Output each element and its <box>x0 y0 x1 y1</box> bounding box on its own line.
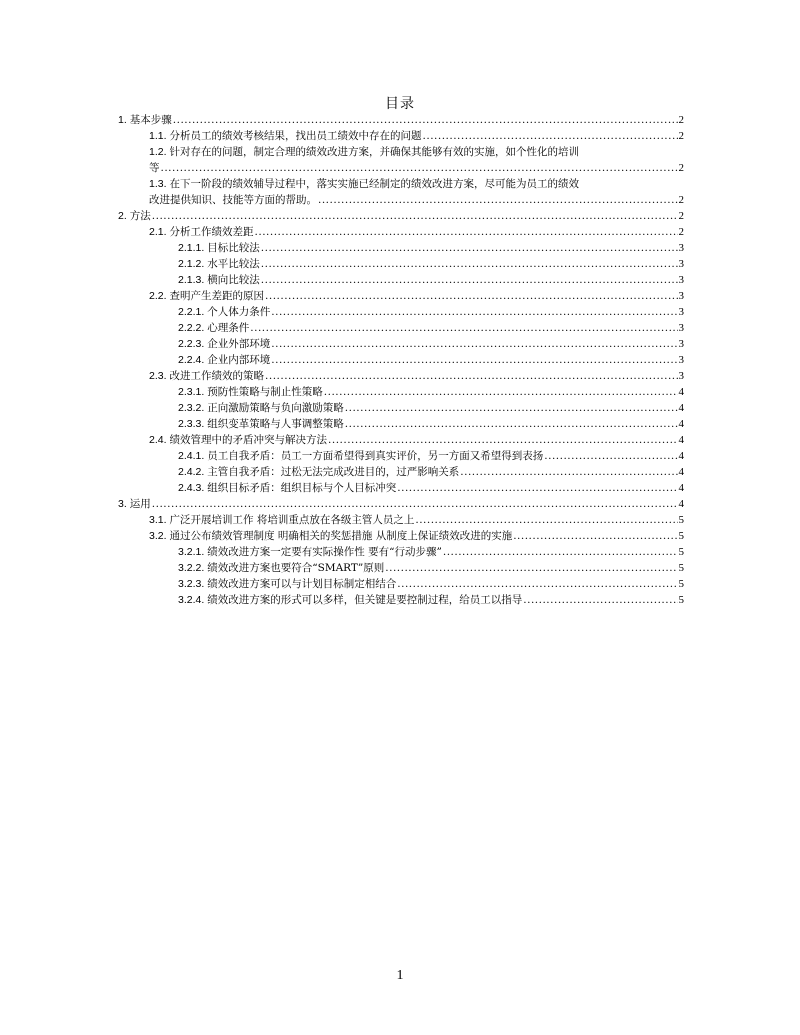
toc-entry-page: 3 <box>678 338 684 350</box>
leader-dots <box>460 464 677 480</box>
toc-entry-number: 3.2.1. <box>178 546 205 558</box>
leader-dots <box>318 192 678 208</box>
toc-entry-page: 2 <box>678 130 684 142</box>
toc-entry-page: 3 <box>678 290 684 302</box>
leader-dots <box>423 128 678 144</box>
toc-entry[interactable] <box>118 496 684 512</box>
toc-entry-text: 通过公布绩效管理制度 明确相关的奖惩措施 从制度上保证绩效改进的实施 <box>169 530 513 542</box>
toc-entry-text: 绩效改进方案可以与计划目标制定相结合 <box>207 578 397 590</box>
toc-entry-number: 3. <box>118 498 127 510</box>
toc-entry-text: 针对存在的问题，制定合理的绩效改进方案，并确保其能够有效的实施，如个性化的培训 <box>169 146 580 158</box>
leader-dots <box>250 320 677 336</box>
leader-dots <box>443 544 678 560</box>
toc-entry-page: 5 <box>678 530 684 542</box>
toc-entry-page: 3 <box>678 354 684 366</box>
toc-entry-text-continued: 改进提供知识、技能等方面的帮助。 <box>149 194 317 206</box>
toc-entry-number: 3.2.3. <box>178 578 205 590</box>
leader-dots <box>328 432 677 448</box>
toc-entry-page: 4 <box>678 418 684 430</box>
leader-dots <box>271 304 677 320</box>
toc-entry-number: 2. <box>118 210 127 222</box>
leader-dots <box>544 448 677 464</box>
toc-entry-text: 主管自我矛盾：过松无法完成改进目的，过严影响关系 <box>207 466 460 478</box>
toc-entry-text: 绩效改进方案也要符合“SMART”原则 <box>207 562 385 574</box>
toc-entry-number: 1. <box>118 114 127 126</box>
leader-dots <box>324 384 678 400</box>
page-number: 1 <box>396 968 404 983</box>
toc-entry-page: 3 <box>678 306 684 318</box>
toc-entry[interactable] <box>118 512 684 528</box>
toc-entry-text: 水平比较法 <box>207 258 260 270</box>
toc-entry-text: 组织变革策略与人事调整策略 <box>207 418 344 430</box>
toc-entry[interactable] <box>118 432 684 448</box>
toc-entry-number: 2.2.1. <box>178 306 205 318</box>
leader-dots <box>255 224 678 240</box>
toc-entry-number: 2.3.1. <box>178 386 205 398</box>
toc-entry-text: 绩效改进方案一定要有实际操作性 要有“行动步骤” <box>207 546 442 558</box>
leader-dots <box>265 368 677 384</box>
toc-entry-number: 3.2.2. <box>178 562 205 574</box>
toc-entry[interactable] <box>118 224 684 240</box>
toc-entry[interactable] <box>118 352 684 368</box>
toc-entry[interactable] <box>118 240 684 256</box>
toc-entry-number: 3.2.4. <box>178 594 205 606</box>
toc-entry-text: 正向激励策略与负向激励策略 <box>207 402 344 414</box>
toc-entry-page: 5 <box>678 594 684 606</box>
toc-entry-page: 4 <box>678 402 684 414</box>
toc-entry[interactable] <box>118 416 684 432</box>
leader-dots <box>397 576 677 592</box>
toc-entry-text: 广泛开展培训工作 将培训重点放在各级主管人员之上 <box>169 514 415 526</box>
table-of-contents <box>118 112 684 608</box>
leader-dots <box>523 592 677 608</box>
toc-entry[interactable] <box>118 208 684 224</box>
toc-entry[interactable] <box>118 256 684 272</box>
toc-entry-number: 1.3. <box>149 178 167 190</box>
toc-entry-page: 2 <box>678 114 684 126</box>
leader-dots <box>271 352 677 368</box>
toc-entry-number: 2.3. <box>149 370 167 382</box>
leader-dots <box>261 240 678 256</box>
toc-entry-page: 3 <box>678 242 684 254</box>
leader-dots <box>261 256 678 272</box>
toc-entry-number: 2.4.1. <box>178 450 205 462</box>
leader-dots <box>161 160 678 176</box>
toc-entry[interactable] <box>118 304 684 320</box>
leader-dots <box>265 288 677 304</box>
toc-entry-number: 1.1. <box>149 130 167 142</box>
toc-entry-page: 5 <box>678 514 684 526</box>
toc-entry-page: 2 <box>678 226 684 238</box>
toc-entry-number: 3.1. <box>149 514 167 526</box>
toc-entry-text: 企业外部环境 <box>207 338 271 350</box>
toc-entry[interactable] <box>118 544 684 560</box>
toc-entry-number: 2.4. <box>149 434 167 446</box>
toc-entry-text: 横向比较法 <box>207 274 260 286</box>
toc-entry-text: 目标比较法 <box>207 242 260 254</box>
leader-dots <box>513 528 677 544</box>
toc-entry[interactable] <box>118 144 684 176</box>
toc-entry-page: 5 <box>678 578 684 590</box>
toc-entry[interactable] <box>118 464 684 480</box>
toc-entry-number: 2.2.4. <box>178 354 205 366</box>
toc-entry-number: 2.2. <box>149 290 167 302</box>
toc-entry[interactable] <box>118 176 684 208</box>
toc-entry-text: 绩效管理中的矛盾冲突与解决方法 <box>169 434 328 446</box>
toc-entry-text: 分析工作绩效差距 <box>169 226 254 238</box>
toc-entry-text: 运用 <box>129 498 151 510</box>
toc-entry-number: 2.4.3. <box>178 482 205 494</box>
toc-entry-page: 3 <box>678 322 684 334</box>
toc-entry-text-continued: 等 <box>149 162 160 174</box>
toc-entry[interactable] <box>118 592 684 608</box>
toc-entry-text: 改进工作绩效的策略 <box>169 370 265 382</box>
toc-entry-page: 3 <box>678 274 684 286</box>
toc-entry-number: 2.2.2. <box>178 322 205 334</box>
toc-entry-number: 2.1.1. <box>178 242 205 254</box>
toc-entry-page: 4 <box>678 434 684 446</box>
toc-entry-text: 方法 <box>129 210 151 222</box>
leader-dots <box>415 512 677 528</box>
toc-entry-number: 2.2.3. <box>178 338 205 350</box>
toc-entry-page: 4 <box>678 466 684 478</box>
toc-entry-page: 3 <box>678 258 684 270</box>
toc-entry-page: 4 <box>678 386 684 398</box>
toc-entry[interactable] <box>118 448 684 464</box>
leader-dots <box>152 496 678 512</box>
leader-dots <box>397 480 677 496</box>
toc-entry-text: 员工自我矛盾：员工一方面希望得到真实评价，另一方面又希望得到表扬 <box>207 450 544 462</box>
toc-entry[interactable] <box>118 336 684 352</box>
toc-entry-text: 组织目标矛盾：组织目标与个人目标冲突 <box>207 482 397 494</box>
toc-entry-number: 3.2. <box>149 530 167 542</box>
toc-entry[interactable] <box>118 560 684 576</box>
toc-entry-text: 在下一阶段的绩效辅导过程中，落实实施已经制定的绩效改进方案，尽可能为员工的绩效 <box>169 178 580 190</box>
toc-entry-number: 2.3.2. <box>178 402 205 414</box>
toc-entry[interactable] <box>118 288 684 304</box>
toc-entry-number: 2.1. <box>149 226 167 238</box>
toc-entry-page: 4 <box>678 498 684 510</box>
toc-entry-page: 4 <box>678 482 684 494</box>
toc-entry[interactable] <box>118 528 684 544</box>
toc-entry[interactable] <box>118 368 684 384</box>
toc-entry-number: 1.2. <box>149 146 167 158</box>
toc-entry-number: 2.3.3. <box>178 418 205 430</box>
toc-entry-text: 企业内部环境 <box>207 354 271 366</box>
toc-entry-page: 2 <box>678 210 684 222</box>
toc-entry[interactable] <box>118 384 684 400</box>
toc-entry-text: 分析员工的绩效考核结果，找出员工绩效中存在的问题 <box>169 130 422 142</box>
toc-entry-page: 4 <box>678 450 684 462</box>
toc-entry-page: 2 <box>678 162 684 174</box>
toc-entry-text: 预防性策略与制止性策略 <box>207 386 323 398</box>
toc-entry[interactable] <box>118 272 684 288</box>
leader-dots <box>173 112 678 128</box>
toc-entry-number: 2.1.2. <box>178 258 205 270</box>
toc-title: 目录 <box>385 96 415 112</box>
toc-entry[interactable] <box>118 128 684 144</box>
leader-dots <box>345 400 678 416</box>
leader-dots <box>152 208 678 224</box>
toc-entry[interactable] <box>118 320 684 336</box>
toc-entry-number: 2.1.3. <box>178 274 205 286</box>
toc-entry-page: 3 <box>678 370 684 382</box>
leader-dots <box>261 272 678 288</box>
toc-entry-page: 5 <box>678 562 684 574</box>
toc-entry-text: 心理条件 <box>207 322 250 334</box>
toc-entry-page: 2 <box>678 194 684 206</box>
toc-entry-text: 查明产生差距的原因 <box>169 290 265 302</box>
toc-entry[interactable] <box>118 480 684 496</box>
toc-entry-page: 5 <box>678 546 684 558</box>
toc-entry[interactable] <box>118 400 684 416</box>
toc-entry[interactable] <box>118 112 684 128</box>
leader-dots <box>345 416 678 432</box>
toc-entry-text: 个人体力条件 <box>207 306 271 318</box>
leader-dots <box>385 560 677 576</box>
toc-entry-text: 绩效改进方案的形式可以多样，但关键是要控制过程，给员工以指导 <box>207 594 523 606</box>
leader-dots <box>271 336 677 352</box>
toc-entry[interactable] <box>118 576 684 592</box>
toc-entry-text: 基本步骤 <box>129 114 172 126</box>
toc-entry-number: 2.4.2. <box>178 466 205 478</box>
